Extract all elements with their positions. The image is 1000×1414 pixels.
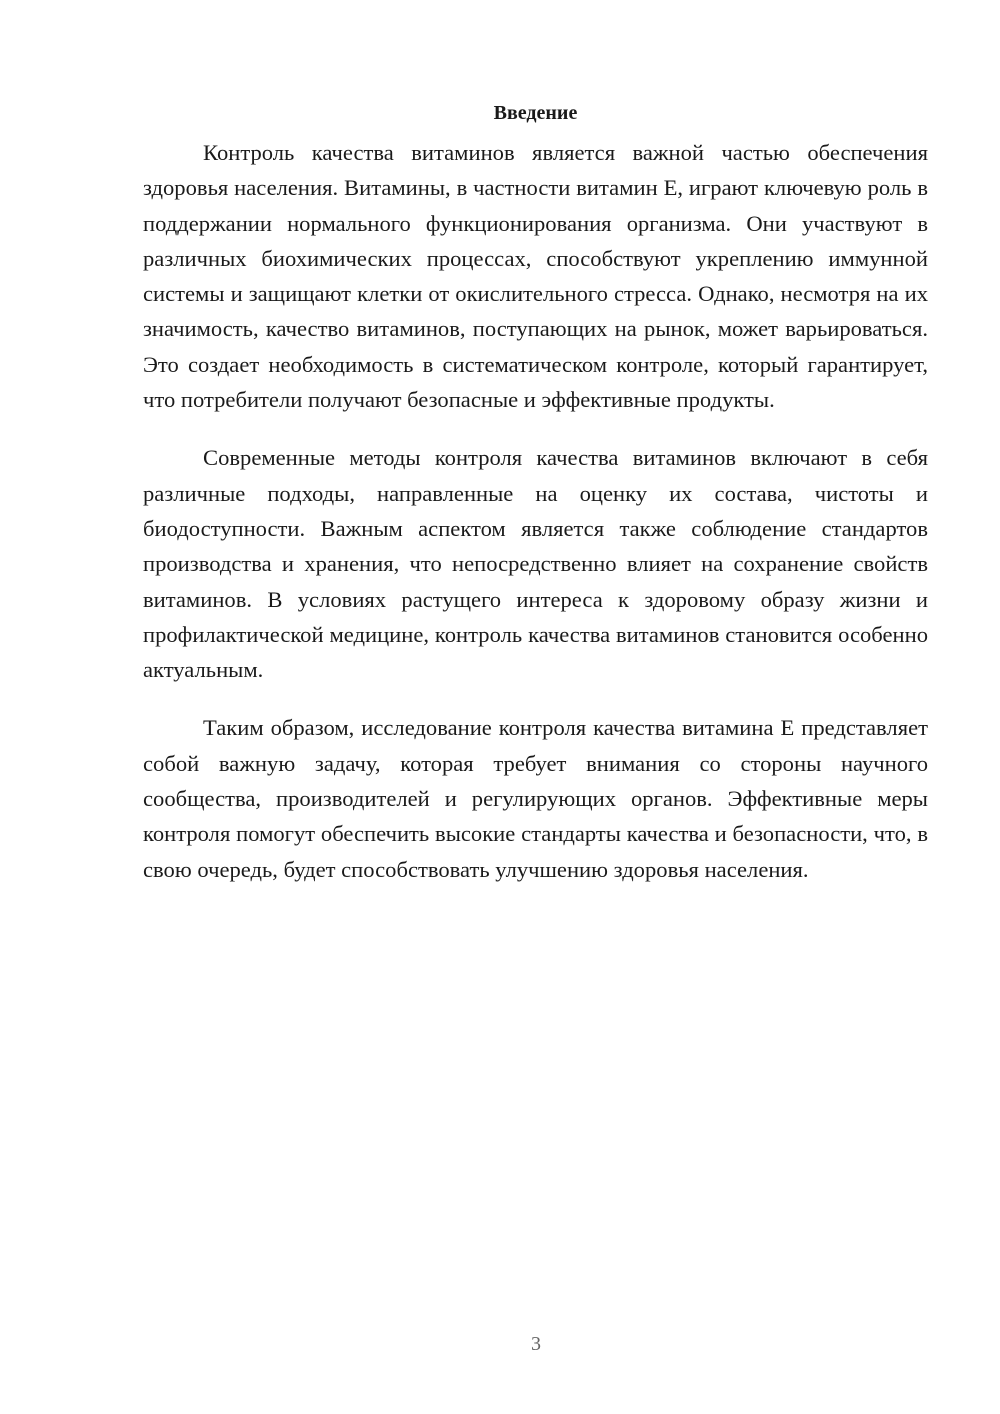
page-number: 3 — [531, 1333, 541, 1355]
paragraph-2: Современные методы контроля качества витаминов включают в себя различные подходы, направленные на оценку их состава, чистоты и биодоступности. Важным аспектом является также соблюдение стандартов производства и хранения, что непосредственно влияет на сохранение свойств витаминов. В условиях растущего интереса к здоровому образу жизни и профилактической медицине, контроль качества витаминов становится особенно актуальным. — [143, 445, 928, 683]
paragraph-3: Таким образом, исследование контроля качества витамина E представляет собой важную задачу, которая требует внимания со стороны научного сообщества, производителей и регулирующих органов. Эффективные меры контроля помогут обеспечить высокие стандарты качества и безопасности, что, в свою очередь, будет способствовать улучшению здоровья населения. — [143, 715, 928, 882]
page-content — [143, 96, 928, 910]
section-heading: Введение — [493, 102, 578, 124]
paragraph-1: Контроль качества витаминов является важной частью обеспечения здоровья населения. Витамины, в частности витамин E, играют ключевую роль в поддержании нормального функционирования организма. Они участвуют в различных биохимических процессах, способствуют укреплению иммунной системы и защищают клетки от окислительного стресса. Однако, несмотря на их значимость, качество витаминов, поступающих на рынок, может варьироваться. Это создает необходимость в систематическом контроле, который гарантирует, что потребители получают безопасные и эффективные продукты. — [143, 140, 928, 413]
